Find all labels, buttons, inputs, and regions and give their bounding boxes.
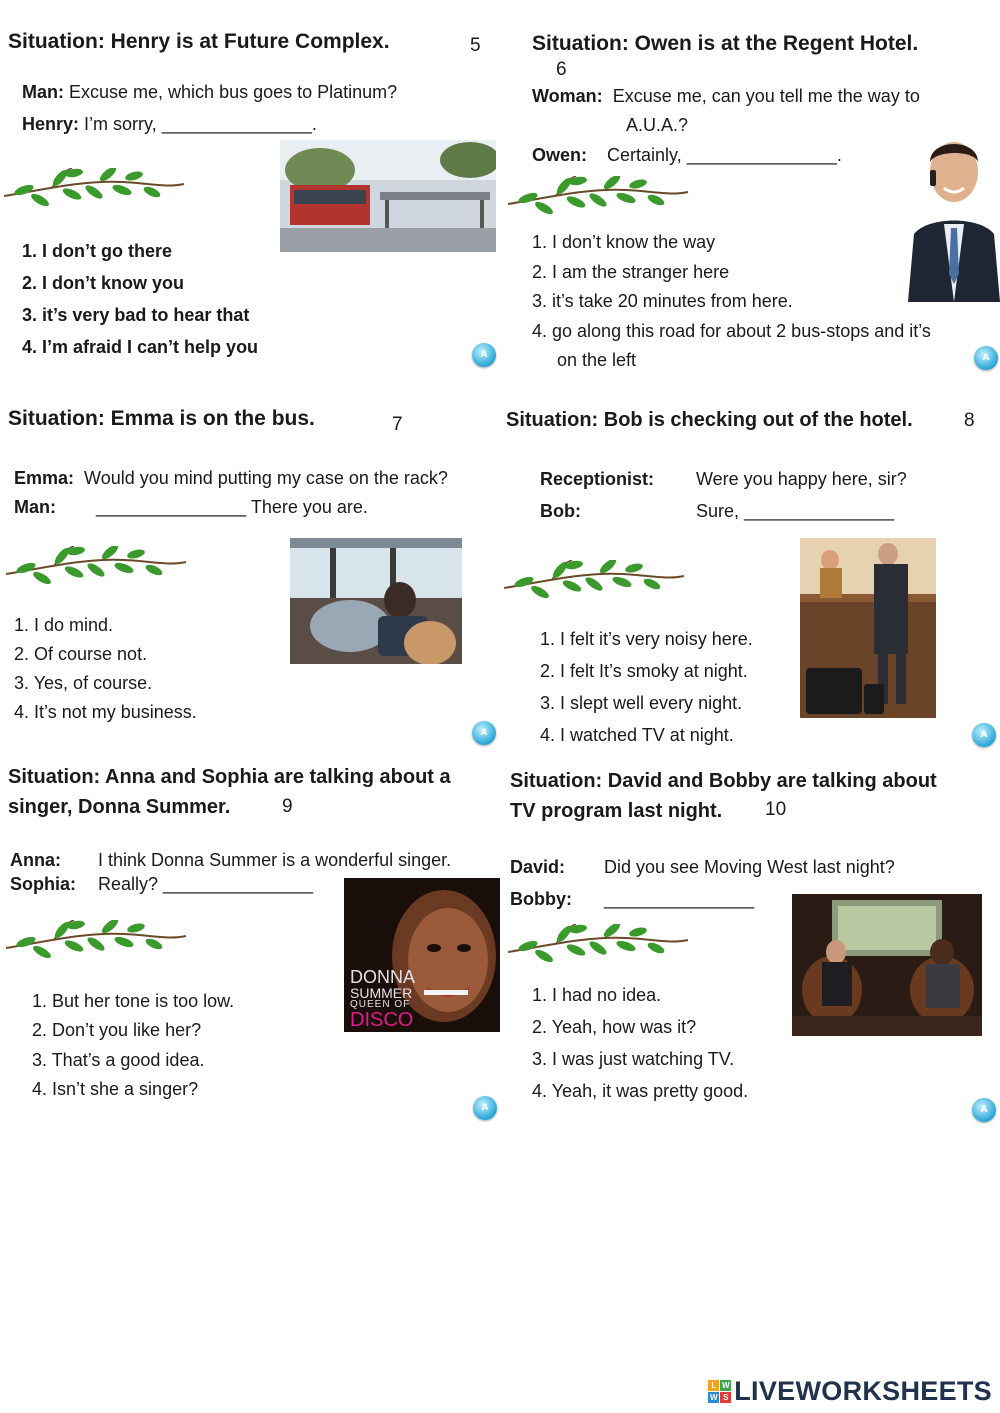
answer-option[interactable]: 3. it’s take 20 minutes from here. xyxy=(532,291,793,311)
audio-badge-icon[interactable]: A xyxy=(473,1096,497,1120)
dialog-line: Emma: Would you mind putting my case on the rack? xyxy=(14,468,448,488)
situation-title: Situation: Anna and Sophia are talking about a xyxy=(8,766,451,788)
branch-decoration-icon xyxy=(4,546,190,588)
logo-mark-icon: L W W S xyxy=(709,1381,730,1402)
answer-option[interactable]: 1. I don’t know the way xyxy=(532,232,716,252)
situation-title-continued: TV program last night. xyxy=(510,800,723,822)
answer-option[interactable]: 3. I was just watching TV. xyxy=(532,1049,735,1069)
branch-decoration-icon xyxy=(4,920,190,962)
answer-option[interactable]: 3. That’s a good idea. xyxy=(32,1050,205,1070)
branch-decoration-icon xyxy=(506,176,692,218)
album-subtitle: DISCO xyxy=(350,1009,414,1031)
audio-badge-icon[interactable]: A xyxy=(972,723,996,747)
answer-option[interactable]: 3. Yes, of course. xyxy=(14,673,153,693)
situation-title-continued: singer, Donna Summer. xyxy=(8,796,231,818)
album-title: SUMMER xyxy=(350,985,413,1001)
situation-title: Situation: Emma is on the bus. xyxy=(8,407,315,430)
logo-text: LIVEWORKSHEETS xyxy=(734,1376,992,1406)
dialog-line: Sophia: Really? _______________ xyxy=(10,874,314,894)
dialog-line: Woman: Excuse me, can you tell me the way to xyxy=(532,86,920,106)
audio-badge-icon[interactable]: A xyxy=(472,721,496,745)
dialog-line: Owen: Certainly, _______________. xyxy=(532,145,842,165)
situation-number: 7 xyxy=(392,414,403,435)
answer-option[interactable]: 3. I slept well every night. xyxy=(540,693,743,713)
answer-option[interactable]: 4. Yeah, it was pretty good. xyxy=(532,1081,749,1101)
bus-station-photo xyxy=(280,140,496,252)
answer-option[interactable]: 1. I do mind. xyxy=(14,615,114,635)
dialog-line: Bob: Sure, _______________ xyxy=(540,501,895,521)
answer-option[interactable]: 1. I had no idea. xyxy=(532,985,662,1005)
answer-option[interactable]: 2. I don’t know you xyxy=(22,273,184,293)
hotel-reception-photo xyxy=(800,538,936,718)
dialog-line: Man: _______________ There you are. xyxy=(14,497,368,517)
businessman-photo xyxy=(908,124,1000,302)
album-title: DONNA xyxy=(350,967,416,987)
dialog-line: Man: Excuse me, which bus goes to Platinum? xyxy=(22,82,398,102)
situation-number: 5 xyxy=(470,35,481,56)
answer-option[interactable]: 4. It’s not my business. xyxy=(14,702,197,722)
answer-option[interactable]: 1. But her tone is too low. xyxy=(32,991,235,1011)
branch-decoration-icon xyxy=(502,560,688,602)
answer-option[interactable]: 1. I don’t go there xyxy=(22,241,173,261)
answer-option[interactable]: 2. Don’t you like her? xyxy=(32,1020,202,1040)
audio-badge-icon[interactable]: A xyxy=(472,343,496,367)
dialog-line: Anna: I think Donna Summer is a wonderful singer. xyxy=(10,850,452,870)
situation-number: 10 xyxy=(765,799,787,820)
answer-option[interactable]: 2. Yeah, how was it? xyxy=(532,1017,697,1037)
answer-option[interactable]: 2. I felt It’s smoky at night. xyxy=(540,661,748,681)
answer-option[interactable]: 4. go along this road for about 2 bus-stops and it’s xyxy=(532,321,931,341)
answer-option-continued[interactable]: on the left xyxy=(557,350,637,370)
situation-title: Situation: David and Bobby are talking about xyxy=(510,770,937,792)
donna-summer-album-photo xyxy=(344,878,500,1032)
situation-title: Situation: Owen is at the Regent Hotel. xyxy=(532,32,919,55)
situation-number: 8 xyxy=(964,410,975,431)
answer-option[interactable]: 2. I am the stranger here xyxy=(532,262,730,282)
answer-option[interactable]: 4. I’m afraid I can’t help you xyxy=(22,337,259,357)
answer-option[interactable]: 3. it’s very bad to hear that xyxy=(22,305,250,325)
situation-number: 6 xyxy=(556,59,567,80)
tv-show-photo xyxy=(792,894,982,1036)
situation-title: Situation: Bob is checking out of the hotel. xyxy=(506,409,913,431)
branch-decoration-icon xyxy=(2,168,188,210)
liveworksheets-logo[interactable] xyxy=(708,1376,992,1407)
dialog-line: Bobby: _______________ xyxy=(510,889,755,909)
situation-title: Situation: Henry is at Future Complex. xyxy=(8,30,390,53)
branch-decoration-icon xyxy=(506,924,692,966)
answer-option[interactable]: 4. I watched TV at night. xyxy=(540,725,734,745)
bus-interior-photo xyxy=(290,538,462,664)
audio-badge-icon[interactable]: A xyxy=(972,1098,996,1122)
dialog-line: Henry: I’m sorry, _______________. xyxy=(22,114,317,134)
answer-option[interactable]: 1. I felt it’s very noisy here. xyxy=(540,629,753,649)
dialog-line: Receptionist: Were you happy here, sir? xyxy=(540,469,907,489)
answer-option[interactable]: 4. Isn’t she a singer? xyxy=(32,1079,199,1099)
situation-number: 9 xyxy=(282,796,293,817)
audio-badge-icon[interactable]: A xyxy=(974,346,998,370)
dialog-line: A.U.A.? xyxy=(626,115,689,135)
answer-option[interactable]: 2. Of course not. xyxy=(14,644,148,664)
album-subtitle: QUEEN OF xyxy=(350,999,411,1010)
dialog-line: David: Did you see Moving West last night? xyxy=(510,857,895,877)
